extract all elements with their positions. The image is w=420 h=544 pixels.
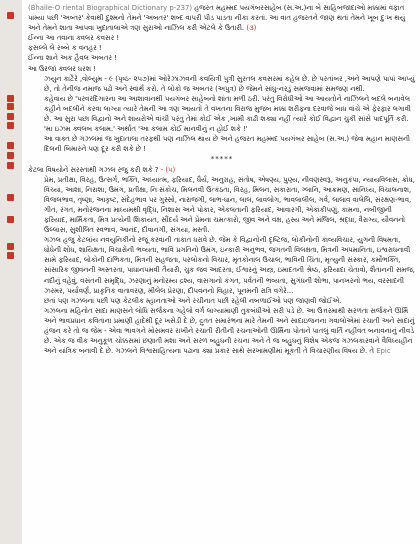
bullet-marker	[7, 162, 14, 169]
section-divider-stars: *****	[210, 155, 234, 164]
paragraph-surah-kavsar: ઝયુન કાર્ટેરે ,વોલ્યુમ - ૯ (પૃષ્ઠ- ૨૫૭)માં ઓરેઝાંઝવની કવયિત્રી પુત્રી સુરતલ કવસરમાં કહેલ છે. છે પરતાંબર ,અને આપણે પાપાં આપ્યું છે, તો તેનીજ નમાજ પઢો અને સ્વાર્થ કરો. તે લોકો જ અબતર (અપુત્ર) છે જેમને સાંધુ-નરડું સમજવામાં સમજણ નથી.	[44, 74, 415, 93]
left-margin-bar	[0, 0, 22, 544]
reference-text: હજરત મહમ્મદ પયગંબરસાહેબ (સ.અ.)ના બે સાહિબજાદાઓ મક્કામાં વફાત પામ્યા પછી 'અબ્તર' કેવાથી દુશ્મનો તેમને 'અબતર' શબ્દ વાપરી પીડ પાડતા નીકા કરતાં. આ વાત હજરતને જાણ થતાં તેમને ખૂબ દુઃખ થયું અને તેમને શાતા આપવા ખુદાતાલાએ ત્રણ સુરાઓ નાઝિલ કરી એટલે કે ઉતારી.	[28, 4, 406, 33]
paragraph-ghazal-power: આ વાક્ત છે ગઝલમાં જ ખુદાતાલા તરફથી પણ નાઝિલ થાય છે અને હજરત મહમ્મદ પયગંબર સાહેબ (સ.અ.) જેવા મહાન માણસની દિલની બિમારને પણ દૂર કરી શકે છે !	[44, 135, 411, 154]
bullet-marker	[7, 12, 14, 19]
paragraph-dictionary-reference	[28, 3, 416, 33]
topics-number: - (૫)	[158, 165, 176, 174]
quote-line: 'મા ઇઝમ ક્વલબ કલામ.' અર્થાત 'આ કલામ કોઈ માનવીનું ન હોઈ શકે !'	[44, 125, 248, 134]
bullet-marker	[7, 194, 14, 201]
reference-number: (૩)	[244, 24, 257, 33]
bullet-marker	[7, 216, 14, 223]
bullet-marker	[7, 252, 14, 259]
document-body	[28, 3, 416, 356]
paragraph-weaknesses: છતાં પણ ગઝલના પછી પણ કેટલીક મ્હાનતાઓ અને રચીનાત પછી રહેલી નબળાઈઓ પણ જાણવી જોઈએ.	[44, 296, 342, 305]
reference-prefix: (Bhaile-O riental Biographical Dictionary	[28, 4, 168, 12]
bullet-marker	[7, 122, 14, 129]
topics-question: કેટલા વિષયોને સરસ્તાથી ગઝલ રજુ કરી શકે ?	[28, 165, 159, 174]
bullet-marker	[7, 152, 14, 159]
critique-text: ગઝલના મહિનોત સાદા માણસને લોધિ સર્જકના ગહેલો વર્ગ લાગ્યામાણી તુકબંધીઓ સરી પડે છે. આ ઉત્તરમાથી સરળતા સર્જકને ઊર્મિ અને ભાવપ્રધાન કવિતાના પ્રમાણી હાદેથી દૂર ખસેડી દે છે, દ્રુતત સમારંભના મારે તેમની અને સાદાઇજનના ગવાલોએમાં રચાતી અને સાદાનું હંજન કરે તો જ જેમ - એવા ભાવગને મોસમવર રાખીને રચાતી રીતીની રચનાઓની ઊર્મિના પોતાને પાતલું વાર્તિ નહીંવત બનાવનાનું નીવડે છે. એક જ વીક અનુકૂળ ચોક્કસમાં છણાતી મશા અને સરળ બહુધની રચના અને તે જ બહુધનું વિશેષ એકજ ગઝલકારવાને વૈવિધ્યહીન અને યાંત્રિક બનાવી દે છે. ગઝલને વિશ્વસાહિત્યના પઢાના ક્યાં પ્રકાર સાથે સરખામણીમાં મૂકતી તે વિચારણીય વિષય છે. તે	[44, 306, 415, 356]
verse-line: ફસલ્લે લે રબ્બે ક વનહર !	[28, 44, 102, 53]
verse-line: આ ઉરજાં ક્વલર ધરશ !	[28, 64, 96, 73]
bullet-marker	[7, 243, 14, 250]
paragraph-context: કહેવાય છે 'પરવરદિગારના આ આશાવાનથી પયગંબર સાહેબનો શાંતા મળી ઠરી. પરંતુ વિરોધીઓ આ આયતોને નાઝિલને બદલે બનાવેલ કહીને બદલીને કરવા લાગ્યા ત્યારે તેમની આ ત્રણ આયતો તે વખતના વિરાજ મુજબ મક્કા શરીફના દરવાજે બાધ વાંચે એ ફેરફાર લગાવી છે. આ સુરા પછા વિદ્વાનો અને શાયરોએ વાંચી પરંતુ તેમાં કોઈ એક ,ખામી કાઢી શક્યા નહીં ત્યારે કોઈ વિદ્વાન ચુકી સાંસે પાદપૂર્તિ કરી.	[44, 94, 411, 124]
verse-line: ઈન્ના આ તવાના ક્વલર કવસર !	[28, 34, 120, 43]
verse-line: ઈન્ના શાને અક હૈવલ અબતર !	[28, 54, 117, 63]
bullet-marker	[7, 113, 14, 120]
paragraph-ghazal-critique	[28, 306, 416, 356]
paragraph-topics-list: પ્રેમ, પ્રતીક્ષા, વિરહ, ઉત્સર્ગ, ભક્તિ, અધ્યાત્મ, ફરિયાદ, ધૈર્ય, અનુગ્રહ, સંતોષ, એષણ્ય, પુણ્ય, નીવણસ્વરૂ, અનુકંપા, ન્યાયવિલાસ, ક્રોધ, વિચ્યા, આશા, નિરાશા, ઉમંગ, પ્રતીક્ષા, નિઃસંકોચ, મિલનવી ઉત્કંઠતા, વિરહ, મિલન, સકારાતા, ગ્લાનિ, આક્રમણ, સાંનિધ્ય, વિચાલનાશ, વિજલભાવ, તૃષ્ણા, આકૃષ્ટ, સંદેહભાવ પર ગુસ્સો, નારાજગી, લાભ-ધાન, લાલ, લાવલોગ, ભાવલાલીલ, ગર્વ, લાલાવ વાલેલિ, સંરક્ષણ-ભાવ, ગીત, રંગત, મનોરંજનના માધ્યમથી વૃદ્ધિ, નિશાસ અને પોકાર, એકલતાની ફરિયાદ, આવારગી, એકાકીપણું, કામના, નબીજીની ફરિયાદ, માર્મિકતા, મિત્ર પ્રત્યેની શિકાયત, સૌંદર્ય અને પ્રેમના ચમત્કારો, જીવ અને વક્ષ, હસ્ય અને મંજિલ, શ્રદ્ધા, વૈરાગ્ય, યૌવનનો ઉલ્લાસ, સુશીલિત સ્વભાવ, આનંદ, દીવાનગી, સંગયા, મસ્તી.	[44, 175, 415, 235]
critique-tail: Epic	[376, 347, 391, 356]
reference-page: p-237)	[169, 4, 193, 12]
bullet-marker	[7, 103, 14, 110]
paragraph-more-topics: ગઝલ હજુ કેટલાંય નવયુનિકીનો રજૂ કરવાની તાકાત ધરાવે છે. જેમ કે વિદ્વાનોની દૃષ્ટિજ, લોકીનોની કાવ્યવિચાર, યુગની વિષમતા, ધોધેની શોધ, શાયિક્ષતા, વિચારોની ભવ્યતા, ભાવિ પ્રગતિનો ઉમંગ, ઇન્કારી અનુભવ, જગતની વિલક્ષતા, મિત્રની અપમાનિતા, ઇશ્વરાધનાવી સામે ફરિયાદ, લોકોની દાંભિકતા, મિત્રની સહજતા, પરલોકનો વિચાર, મૃતકોનાલ ઉચાલ, ભાવિની ચિંતા, મૃત્યુની સંસ્કાર, કર્મોભક્તિ, સાંસારિક જીવનની અસ્તરતા, પાધાનપમવી તૈયારી, ચુક જવ આદરતા, ઈશ્વરનું અસ્ત્ર, ઇમાદતની શ્રેષ્ઠ, ફરિયાદા ચેતાવો, શૈતાનની સમજ, નદીનું વહેવું, વસંતની સમૃદ્ધિ, ઝરણાનું મનોરમ્ય દ્રશ્ય, વાસગાનો કંગત, પર્વતની ભવ્યતા, સુગંધની શોભા, પાનખરનો ભય, વરસાદની ઝરમર, પર્યાવર્ણ, પ્રાકૃતિક વાતાવરણ, મીલેલ પ્રેરણા, દીપવનનો વિહાર, પૂનમની રાત્રિ વગેરે...	[44, 236, 415, 295]
bullet-marker	[7, 142, 14, 149]
paragraph-topics-question	[28, 165, 416, 175]
bullet-marker	[7, 95, 14, 102]
